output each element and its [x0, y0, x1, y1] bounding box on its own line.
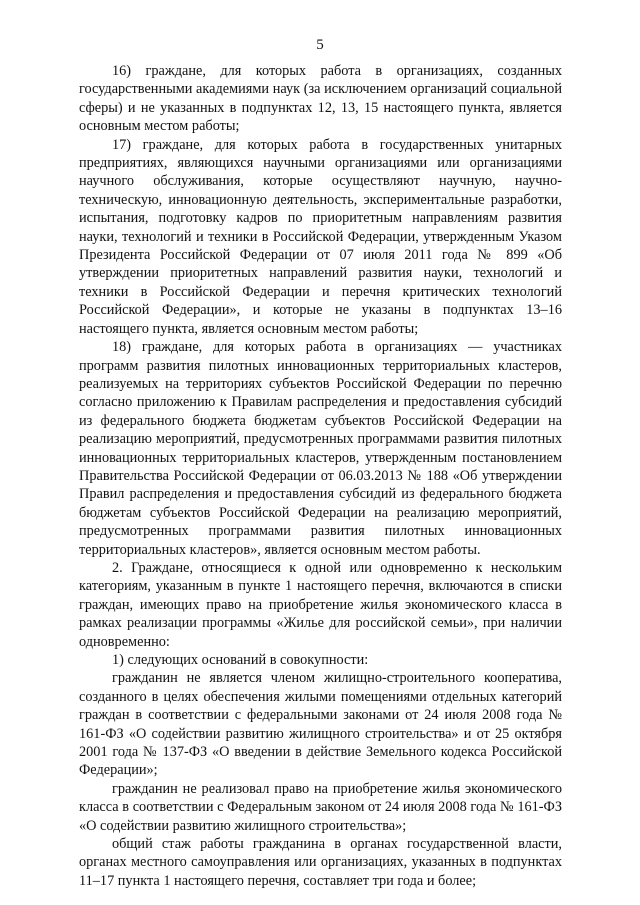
- paragraph-subitem-1: 1) следующих оснований в совокупности:: [112, 652, 369, 668]
- paragraph-item-16: 16) граждане, для которых работа в организациях, созданных государственными академиями наук (за исключением организаций социальной сферы) и не указанных в подпунктах 12, 13, 15 настоящего пункта, является основным местом работы;: [79, 63, 562, 135]
- paragraph-condition-right: гражданин не реализовал право на приобретение жилья экономического класса в соответствии с Федеральным законом от 24 июля 2008 года № 161-ФЗ «О содействии развитию жилищного строительства»;: [79, 780, 562, 834]
- paragraph-section-2: 2. Граждане, относящиеся к одной или одновременно к нескольким категориям, указанным в пункте 1 настоящего перечня, включаются в списки граждан, имеющих право на приобретение жилья экономического класса в рамках реализации программы «Жилье для российской семьи», при наличии одновременно:: [79, 559, 562, 650]
- paragraph-item-17: 17) граждане, для которых работа в государственных унитарных предприятиях, являющихся научными организациями или организациями научного обслуживания, которые осуществляют научную, научно-техническую, инновационную деятельность, экспериментальные разработки, испытания, подготовку кадров по приоритетным направлениям развития науки, технологий и техники в Российской Федерации, утвержденным Указом Президента Российской Федерации от 07 июля 2011 года № 899 «Об утверждении приоритетных направлений развития науки, технологий и техники в Российской Федерации и перечня критических технологий Российской Федерации», и которые не указаны в подпунктах 13–16 настоящего пункта, является основным местом работы;: [79, 136, 562, 337]
- paragraph-condition-experience: общий стаж работы гражданина в органах государственной власти, органах местного самоуправления или организациях, указанных в подпунктах 11–17 пункта 1 настоящего перечня, составляет три года и более;: [79, 836, 562, 889]
- page-number: 5: [316, 37, 324, 53]
- document-body: [79, 62, 562, 890]
- paragraph-item-18: 18) граждане, для которых работа в организациях — участниках программ развития пилотных инновационных территориальных кластеров, реализуемых на территориях субъектов Российской Федерации по перечню согласно приложению к Правилам распределения и предоставления субсидий из федерального бюджета бюджетам субъектов Российской Федерации на реализацию мероприятий, предусмотренных программами развития пилотных инновационных территориальных кластеров, утвержденным постановлением Правительства Российской Федерации от 06.03.2013 № 188 «Об утверждении Правил распределения и предоставления субсидий из федерального бюджета бюджетам субъектов Российской Федерации на реализацию мероприятий, предусмотренных программами развития пилотных инновационных территориальных кластеров», является основным местом работы.: [79, 339, 562, 558]
- paragraph-condition-cooperative: гражданин не является членом жилищно-строительного кооператива, созданного в целях обеспечения жилыми помещениями отдельных категорий граждан в соответствии с федеральными законами от 24 июля 2008 года № 161-ФЗ «О содействии развитию жилищного строительства» и от 25 октября 2001 года № 137-ФЗ «О введении в действие Земельного кодекса Российской Федерации»;: [79, 670, 562, 779]
